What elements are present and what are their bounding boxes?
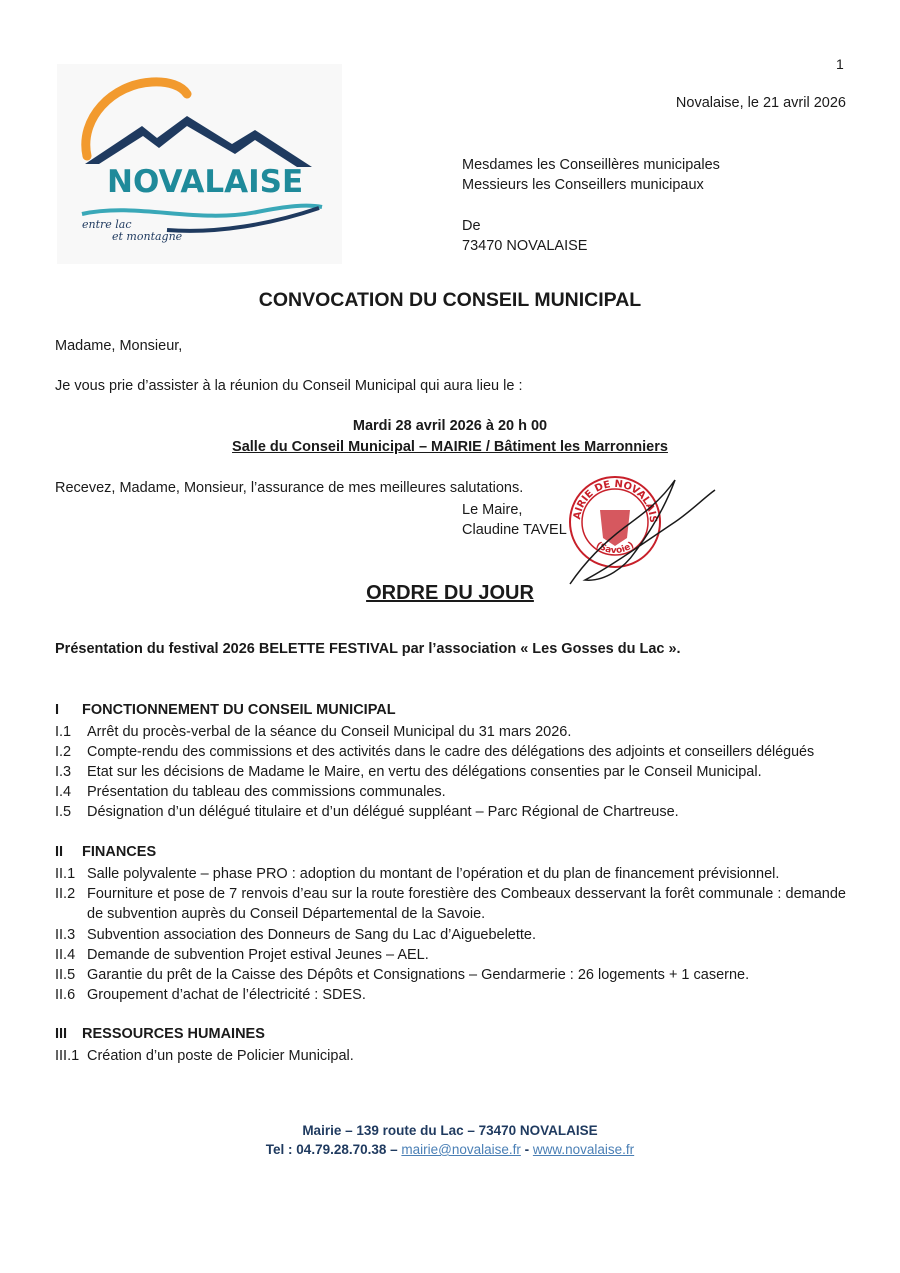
- section-2-number: II: [55, 844, 64, 860]
- stamp-and-signature: [565, 472, 720, 592]
- meeting-location: Salle du Conseil Municipal – MAIRIE / Bâtiment les Marronniers: [232, 439, 668, 455]
- salutation: Madame, Monsieur,: [55, 338, 183, 354]
- footer-email-link[interactable]: mairie@novalaise.fr: [401, 1142, 521, 1157]
- agenda-item: [55, 762, 846, 782]
- section-2-title: FINANCES: [82, 844, 157, 860]
- recipient-line-4: 73470 NOVALAISE: [462, 238, 588, 254]
- agenda-item: [55, 722, 846, 742]
- agenda-item-number: II.2: [55, 886, 76, 902]
- section-3-title: RESSOURCES HUMAINES: [82, 1026, 265, 1042]
- agenda-item-text: Demande de subvention Projet estival Jeunes – AEL.: [87, 947, 429, 963]
- agenda-item: [55, 802, 846, 822]
- footer-tel: Tel : 04.79.28.70.38 –: [265, 1142, 402, 1157]
- logo: [57, 64, 342, 264]
- footer-contact: [0, 1142, 900, 1157]
- closing-text: Recevez, Madame, Monsieur, l’assurance de mes meilleures salutations.: [55, 480, 524, 496]
- agenda-item-number: I.3: [55, 764, 72, 780]
- logo-wordmark: NOVALAISE: [107, 164, 304, 200]
- agenda-item: [55, 965, 846, 985]
- agenda-item: [55, 742, 846, 762]
- intro-text: Je vous prie d’assister à la réunion du Conseil Municipal qui aura lieu le :: [55, 378, 523, 394]
- agenda-item-number: II.3: [55, 927, 76, 943]
- agenda-item-number: I.4: [55, 784, 72, 800]
- agenda-item-number: I.1: [55, 724, 72, 740]
- footer-address: Mairie – 139 route du Lac – 73470 NOVALAISE: [302, 1123, 598, 1138]
- section-3-header: [55, 1026, 265, 1042]
- agenda-item: [55, 1046, 846, 1066]
- meeting-date: Mardi 28 avril 2026 à 20 h 00: [352, 418, 548, 434]
- agenda-item-text: Groupement d’achat de l’électricité : SDES.: [87, 987, 366, 1003]
- meeting-location-wrap: [0, 439, 900, 455]
- presentation-text: Présentation du festival 2026 BELETTE FESTIVAL par l’association « Les Gosses du Lac ».: [55, 641, 681, 657]
- agenda-item: [55, 864, 846, 884]
- signer-name: Claudine TAVEL: [462, 522, 567, 538]
- logo-tagline-1: entre lac: [82, 218, 132, 231]
- agenda-item: [55, 782, 846, 802]
- stamp-top-text: AIRIE DE NOVALAIS: [571, 478, 659, 524]
- ordre-du-jour-title: ORDRE DU JOUR: [366, 582, 534, 604]
- document-title: CONVOCATION DU CONSEIL MUNICIPAL: [258, 289, 642, 311]
- agenda-item: [55, 925, 846, 945]
- agenda-item-number: I.5: [55, 804, 72, 820]
- agenda-item-text: Création d’un poste de Policier Municipal.: [87, 1048, 354, 1064]
- stamp-bottom-text: (Savoie): [593, 540, 637, 557]
- footer-website-link[interactable]: www.novalaise.fr: [532, 1142, 635, 1157]
- agenda-item-text: Garantie du prêt de la Caisse des Dépôts et Consignations – Gendarmerie : 26 logements + 1 caserne.: [87, 967, 750, 983]
- agenda-item-text: Arrêt du procès-verbal de la séance du Conseil Municipal du 31 mars 2026.: [87, 724, 572, 740]
- agenda-item-number: II.1: [55, 866, 76, 882]
- agenda-item: [55, 945, 846, 965]
- logo-tagline-2: et montagne: [112, 230, 183, 243]
- section-2-header: [55, 844, 156, 860]
- agenda-item-number: II.4: [55, 947, 76, 963]
- recipient-line-2: Messieurs les Conseillers municipaux: [462, 177, 704, 193]
- agenda-item-text: Fourniture et pose de 7 renvois d’eau sur la route forestière des Combeaux desservant la forêt communale : demande de subvention auprès du Conseil Départemental de la Savoie.: [87, 886, 846, 922]
- place-date: Novalaise, le 21 avril 2026: [675, 95, 846, 111]
- agenda-item-number: II.6: [55, 987, 76, 1003]
- page-number: 1: [836, 56, 844, 72]
- agenda-item-text: Désignation d’un délégué titulaire et d’un délégué suppléant – Parc Régional de Chartreuse.: [87, 804, 679, 820]
- agenda-item-text: Salle polyvalente – phase PRO : adoption du montant de l’opération et du plan de financement prévisionnel.: [87, 866, 780, 882]
- section-1-title: FONCTIONNEMENT DU CONSEIL MUNICIPAL: [82, 702, 396, 718]
- agenda-item: [55, 884, 846, 924]
- agenda-item-number: II.5: [55, 967, 76, 983]
- agenda-item: [55, 985, 846, 1005]
- agenda-item-text: Présentation du tableau des commissions communales.: [87, 784, 446, 800]
- recipient-line-3: De: [462, 218, 481, 234]
- section-1-number: I: [55, 702, 60, 718]
- agenda-item-text: Subvention association des Donneurs de Sang du Lac d’Aiguebelette.: [87, 927, 537, 943]
- section-3-number: III: [55, 1026, 68, 1042]
- section-1-header: [55, 702, 396, 718]
- agenda-item-text: Compte-rendu des commissions et des activités dans le cadre des délégations des adjoints et conseillers délégués: [87, 744, 815, 760]
- footer-separator: -: [520, 1142, 533, 1157]
- agenda-item-text: Etat sur les décisions de Madame le Maire, en vertu des délégations consenties par le Conseil Municipal.: [87, 764, 762, 780]
- recipient-line-1: Mesdames les Conseillères municipales: [462, 157, 720, 173]
- agenda-item-number: I.2: [55, 744, 72, 760]
- agenda-item-number: III.1: [55, 1048, 80, 1064]
- signer-role: Le Maire,: [462, 502, 523, 518]
